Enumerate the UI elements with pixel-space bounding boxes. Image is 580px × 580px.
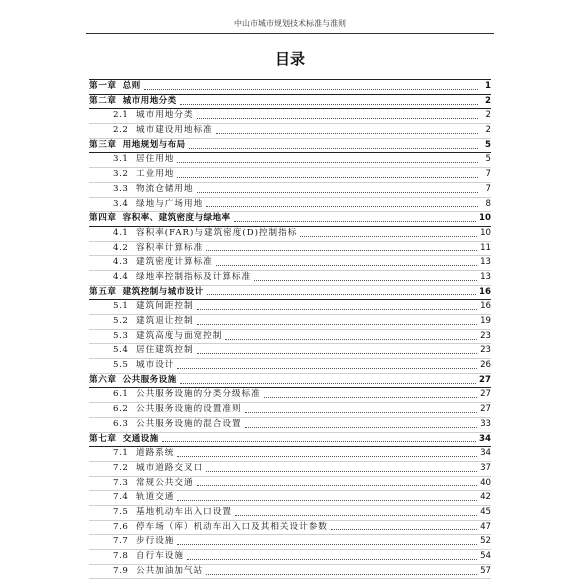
toc-entry-title: 居住建筑控制 (136, 345, 194, 356)
dot-leader (197, 323, 477, 325)
dot-leader (187, 558, 477, 560)
toc-page-number: 16 (479, 286, 491, 297)
toc-page-number: 23 (480, 345, 491, 356)
toc-page-number: 8 (485, 198, 491, 209)
toc-entry-title: 绿地与广场用地 (136, 198, 204, 209)
toc-chapter-entry[interactable] (89, 95, 491, 110)
toc-entry-number: 7.9 (113, 565, 129, 576)
dot-leader (189, 147, 478, 149)
toc-chapter-entry[interactable] (89, 79, 491, 95)
toc-entry-number: 4.3 (113, 257, 129, 268)
toc-chapter-entry[interactable] (89, 433, 491, 448)
toc-section-entry[interactable] (89, 403, 491, 418)
toc-page-number: 13 (480, 271, 491, 282)
toc-entry-title: 公共服务设施的混合设置 (136, 418, 242, 429)
toc-page-number: 47 (480, 521, 491, 532)
running-header: 中山市城市规划技术标准与准则 (86, 18, 494, 34)
toc-page-number: 2 (485, 110, 491, 121)
toc-chapter-entry[interactable] (89, 139, 491, 154)
toc-page-number: 27 (480, 404, 491, 415)
toc-entry-title: 工业用地 (136, 169, 175, 180)
toc-entry-title: 建筑退让控制 (136, 316, 194, 326)
toc-section-entry[interactable] (89, 330, 491, 345)
toc-entry-title: 步行设施 (136, 536, 175, 547)
toc-page-number: 10 (480, 227, 491, 238)
dot-leader (206, 249, 477, 251)
toc-page-number: 40 (480, 477, 491, 488)
toc-page-number: 7 (485, 183, 491, 194)
toc-section-entry[interactable] (89, 535, 491, 550)
toc-entry-number: 3.1 (113, 154, 129, 165)
toc-page-number: 54 (480, 551, 491, 561)
toc-entry-number: 7.8 (113, 551, 129, 561)
toc-entry-title: 城市设计 (136, 360, 175, 371)
toc-page-number: 2 (485, 125, 491, 136)
toc-entry-title: 绿地率控制指标及计算标准 (136, 271, 252, 282)
toc-entry-number: 5.1 (113, 301, 129, 312)
toc-section-entry[interactable] (89, 198, 491, 213)
toc-section-entry[interactable] (89, 506, 491, 521)
toc-entry-number: 3.4 (113, 198, 129, 209)
toc-entry-title: 容积率(FAR)与建筑密度(D)控制指标 (136, 227, 298, 238)
toc-entry-title: 公共服务设施 (122, 374, 177, 385)
toc-section-entry[interactable] (89, 550, 491, 565)
dot-leader (144, 88, 478, 90)
toc-entry-number: 第五章 (89, 286, 117, 297)
toc-page-number: 42 (480, 492, 491, 503)
toc-entry-title: 用地规划与布局 (122, 139, 186, 150)
dot-leader (206, 205, 478, 207)
toc-page-number: 19 (480, 316, 491, 326)
toc-entry-title: 常规公共交通 (136, 477, 194, 488)
toc-section-entry[interactable] (89, 477, 491, 492)
toc-entry-number: 6.3 (113, 418, 129, 429)
toc-entry-title: 公共服务设施的设置准则 (136, 404, 242, 415)
toc-page-number: 52 (480, 536, 491, 547)
toc-entry-number: 7.7 (113, 536, 129, 547)
toc-chapter-entry[interactable] (89, 374, 491, 389)
dot-leader (177, 499, 477, 501)
toc-section-entry[interactable] (89, 359, 491, 374)
toc-entry-title: 公共加油加气站 (136, 565, 204, 576)
dot-leader (180, 103, 478, 105)
toc-entry-number: 7.5 (113, 506, 129, 517)
toc-entry-number: 2.2 (113, 125, 129, 136)
toc-entry-number: 第七章 (89, 433, 117, 444)
toc-chapter-entry[interactable] (89, 212, 491, 227)
toc-entry-number: 4.4 (113, 271, 129, 282)
toc-entry-number: 7.3 (113, 477, 129, 488)
toc-entry-title: 容积率计算标准 (136, 242, 204, 253)
toc-page-number: 1 (485, 81, 491, 91)
toc-entry-number: 5.3 (113, 330, 129, 341)
toc-entry-title: 交通设施 (122, 433, 159, 444)
toc-entry-number: 7.2 (113, 462, 129, 473)
toc-section-entry[interactable] (89, 124, 491, 139)
toc-entry-title: 物流仓储用地 (136, 183, 194, 194)
toc-page-number: 37 (480, 462, 491, 473)
dot-leader (206, 470, 477, 472)
toc-entry-number: 7.6 (113, 521, 129, 532)
toc-entry-title: 基地机动车出入口设置 (136, 506, 232, 517)
dot-leader (300, 235, 477, 237)
toc-entry-title: 建筑高度与面宽控制 (136, 330, 223, 341)
dot-leader (197, 117, 478, 119)
toc-entry-title: 城市用地分类 (136, 110, 194, 121)
toc-section-entry[interactable] (89, 521, 491, 536)
toc-entry-number: 4.2 (113, 242, 129, 253)
dot-leader (162, 440, 476, 442)
toc-chapter-entry[interactable] (89, 286, 491, 301)
toc-section-entry[interactable] (89, 183, 491, 198)
page-title: 目录 (274, 50, 305, 68)
toc-section-entry[interactable] (89, 109, 491, 124)
toc-section-entry[interactable] (89, 418, 491, 433)
dot-leader (180, 382, 476, 384)
toc-entry-number: 5.2 (113, 316, 129, 326)
toc-page-number: 10 (479, 213, 491, 224)
toc-entry-number: 7.4 (113, 492, 129, 503)
toc-section-entry[interactable] (89, 271, 491, 286)
dot-leader (216, 264, 477, 266)
toc-entry-title: 城市道路交叉口 (136, 462, 204, 473)
dot-leader (197, 484, 477, 486)
toc-entry-number: 6.1 (113, 389, 129, 400)
toc-section-entry[interactable] (89, 168, 491, 183)
toc-entry-number: 3.2 (113, 169, 129, 180)
dot-leader (207, 293, 476, 295)
toc-entry-title: 建筑间距控制 (136, 301, 194, 312)
toc-entry-number: 5.4 (113, 345, 129, 356)
dot-leader (234, 220, 477, 222)
dot-leader (216, 132, 478, 134)
dot-leader (177, 543, 477, 545)
toc-entry-number: 第六章 (89, 374, 117, 385)
dot-leader (177, 161, 478, 163)
toc-page-number: 16 (480, 301, 491, 312)
dot-leader (331, 528, 477, 530)
toc-section-entry[interactable] (89, 388, 491, 403)
toc-entry-title: 城市用地分类 (122, 95, 177, 106)
dot-leader (197, 308, 477, 310)
toc-section-entry[interactable] (89, 256, 491, 271)
toc-page-number: 57 (480, 565, 491, 576)
toc-entry-number: 2.1 (113, 110, 129, 121)
table-of-contents (89, 79, 491, 579)
toc-section-entry[interactable] (89, 565, 491, 580)
toc-entry-title: 建筑密度计算标准 (136, 257, 213, 268)
toc-page-number: 5 (485, 139, 491, 150)
dot-leader (197, 352, 477, 354)
toc-page-number: 34 (480, 448, 491, 459)
dot-leader (177, 455, 477, 457)
toc-entry-title: 居住用地 (136, 154, 175, 165)
dot-leader (177, 176, 478, 178)
toc-entry-number: 4.1 (113, 227, 129, 238)
toc-section-entry[interactable] (89, 300, 491, 315)
toc-section-entry[interactable] (89, 227, 491, 242)
toc-entry-number: 第四章 (89, 213, 117, 224)
toc-entry-title: 容积率、建筑密度与绿地率 (122, 213, 231, 224)
toc-entry-title: 总则 (122, 81, 141, 91)
dot-leader (235, 514, 477, 516)
toc-page-number: 34 (479, 433, 491, 444)
dot-leader (177, 367, 477, 369)
toc-page-number: 5 (485, 154, 491, 165)
toc-section-entry[interactable] (89, 242, 491, 257)
toc-page-number: 23 (480, 330, 491, 341)
toc-entry-number: 6.2 (113, 404, 129, 415)
dot-leader (225, 338, 477, 340)
toc-section-entry[interactable] (89, 344, 491, 359)
toc-page-number: 27 (480, 389, 491, 400)
dot-leader (197, 191, 478, 193)
dot-leader (245, 426, 478, 428)
toc-entry-number: 3.3 (113, 183, 129, 194)
toc-section-entry[interactable] (89, 447, 491, 462)
toc-entry-title: 道路系统 (136, 448, 175, 459)
toc-entry-number: 5.5 (113, 360, 129, 371)
toc-entry-title: 停车场（库）机动车出入口及其相关设计参数 (136, 521, 328, 532)
toc-entry-title: 自行车设施 (136, 551, 184, 561)
toc-entry-number: 第一章 (89, 81, 117, 91)
toc-entry-number: 第三章 (89, 139, 117, 150)
toc-section-entry[interactable] (89, 462, 491, 477)
toc-entry-title: 建筑控制与城市设计 (122, 286, 204, 297)
toc-section-entry[interactable] (89, 315, 491, 330)
toc-page-number: 11 (480, 242, 491, 253)
toc-page-number: 7 (485, 169, 491, 180)
toc-page-number: 27 (479, 374, 491, 385)
dot-leader (254, 279, 477, 281)
toc-entry-title: 轨道交通 (136, 492, 175, 503)
toc-page-number: 2 (485, 95, 491, 106)
toc-page-number: 13 (480, 257, 491, 268)
toc-page-number: 33 (480, 418, 491, 429)
toc-page-number: 26 (480, 360, 491, 371)
dot-leader (245, 411, 478, 413)
toc-entry-title: 公共服务设施的分类分级标准 (136, 389, 261, 400)
toc-page-number: 45 (480, 506, 491, 517)
toc-entry-number: 第二章 (89, 95, 117, 106)
dot-leader (264, 396, 477, 398)
toc-section-entry[interactable] (89, 153, 491, 168)
dot-leader (206, 573, 477, 575)
toc-entry-number: 7.1 (113, 448, 129, 459)
toc-section-entry[interactable] (89, 491, 491, 506)
toc-entry-title: 城市建设用地标准 (136, 125, 213, 136)
